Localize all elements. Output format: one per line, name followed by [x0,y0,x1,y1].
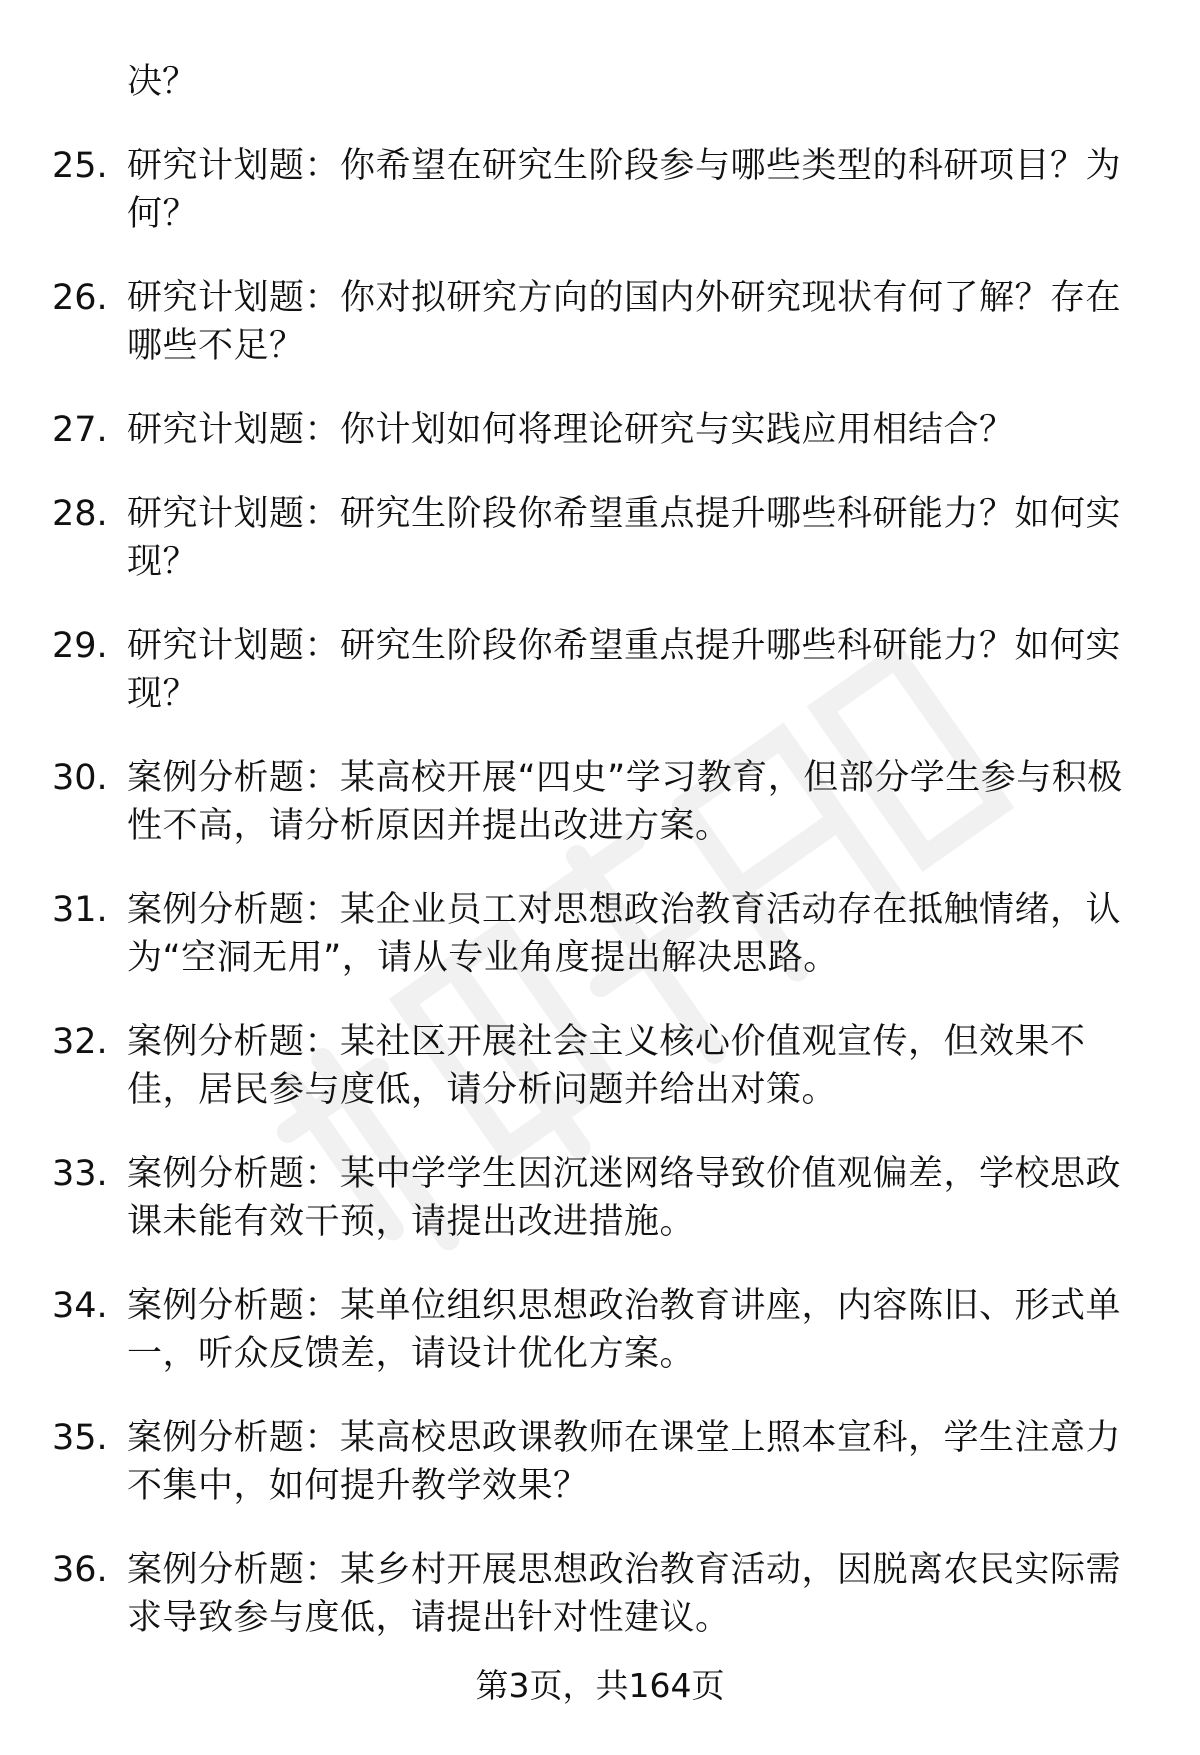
question-list [0,142,1200,1678]
question-number: 31. [52,890,108,930]
question-number: 32. [52,1022,108,1062]
question-text: 案例分析题：某社区开展社会主义核心价值观宣传，但效果不佳，居民参与度低，请分析问题并给出对策。 [127,1022,1086,1110]
question-text: 案例分析题：某高校思政课教师在课堂上照本宣科，学生注意力不集中，如何提升教学效果？ [127,1418,1122,1506]
question-number: 26. [52,278,108,318]
list-item [0,1414,1200,1510]
list-item [0,886,1200,982]
question-number: 33. [52,1154,108,1194]
list-item [0,1546,1200,1642]
list-item [0,1282,1200,1378]
question-number: 25. [52,146,108,186]
question-text: 研究计划题：研究生阶段你希望重点提升哪些科研能力？如何实现？ [127,494,1122,582]
question-number: 28. [52,494,108,534]
question-number: 30. [52,758,108,798]
list-item [0,406,1200,454]
list-item [0,1150,1200,1246]
question-text: 研究计划题：你希望在研究生阶段参与哪些类型的科研项目？为何？ [127,146,1122,234]
question-text: 案例分析题：某中学学生因沉迷网络导致价值观偏差，学校思政课未能有效干预，请提出改进措施。 [127,1154,1122,1242]
question-text: 研究计划题：你计划如何将理论研究与实践应用相结合？ [127,410,1015,450]
question-text: 案例分析题：某企业员工对思想政治教育活动存在抵触情绪，认为“空洞无用”，请从专业角度提出解决思路。 [127,890,1122,978]
list-item [0,142,1200,238]
question-number: 29. [52,626,108,666]
question-number: 36. [52,1550,108,1590]
list-item [0,1018,1200,1114]
question-text: 研究计划题：研究生阶段你希望重点提升哪些科研能力？如何实现？ [127,626,1122,714]
question-number: 35. [52,1418,108,1458]
list-item [0,274,1200,370]
list-item [0,490,1200,586]
question-number: 27. [52,410,108,450]
question-text: 研究计划题：你对拟研究方向的国内外研究现状有何了解？存在哪些不足？ [127,278,1122,366]
question-text: 案例分析题：某乡村开展思想政治教育活动，因脱离农民实际需求导致参与度低，请提出针对性建议。 [127,1550,1122,1638]
list-item [0,622,1200,718]
question-number: 34. [52,1286,108,1326]
question-text: 案例分析题：某单位组织思想政治教育讲座，内容陈旧、形式单一，听众反馈差，请设计优化方案。 [127,1286,1122,1374]
list-item [0,754,1200,850]
question-text: 案例分析题：某高校开展“四史”学习教育，但部分学生参与积极性不高，请分析原因并提出改进方案。 [127,758,1123,846]
continuation-text: 决？ [127,62,198,102]
page-footer: 第3页，共164页 [475,1666,725,1705]
